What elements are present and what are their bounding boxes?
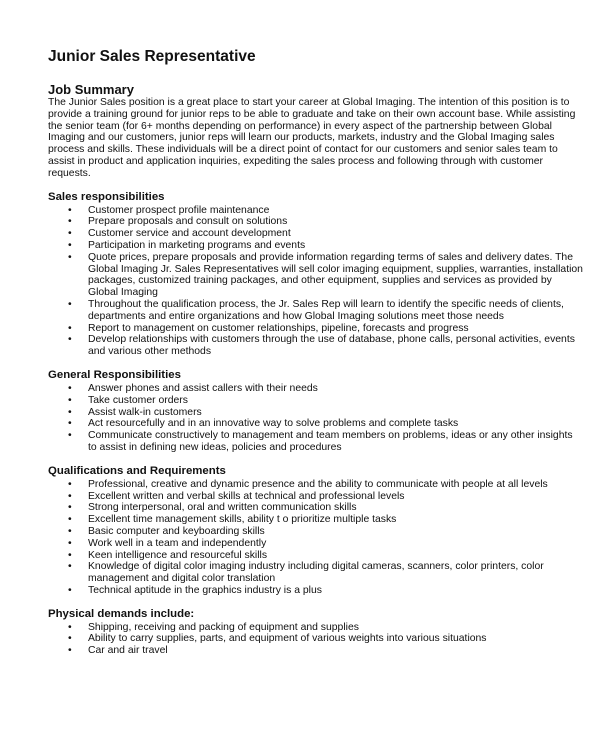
list-item bbox=[48, 585, 584, 597]
list-item-text: Work well in a team and independently bbox=[88, 537, 267, 549]
bullet-icon: • bbox=[68, 228, 72, 240]
bullet-icon: • bbox=[68, 251, 72, 263]
list-item bbox=[48, 538, 584, 550]
bullet-icon: • bbox=[68, 561, 72, 573]
list-item-text: Professional, creative and dynamic presence and the ability to communicate with people at all levels bbox=[88, 478, 548, 490]
list-item-text: Technical aptitude in the graphics industry is a plus bbox=[88, 584, 322, 596]
list-item-text: Strong interpersonal, oral and written communication skills bbox=[88, 502, 357, 514]
list-item bbox=[48, 407, 584, 419]
bullet-icon: • bbox=[68, 584, 72, 596]
bullet-icon: • bbox=[68, 406, 72, 418]
list-item-text: Take customer orders bbox=[88, 394, 188, 406]
list-item bbox=[48, 323, 584, 335]
bullet-icon: • bbox=[68, 490, 72, 502]
list-item bbox=[48, 502, 584, 514]
list-item bbox=[48, 430, 584, 454]
bullet-list bbox=[48, 204, 583, 358]
list-item bbox=[48, 550, 584, 562]
bullet-list bbox=[48, 479, 570, 597]
list-item bbox=[48, 216, 584, 228]
section-2 bbox=[48, 465, 570, 597]
job-summary-text: The Junior Sales position is a great place to start your career at Global Imaging. The intention of this position is to provide a training ground for junior reps to be able to graduate and take on their own account base. While assisting the senior team (for 6+ months depending on performance) in every aspect of the partnership between Global Imaging and our customers, junior reps will learn our products, markets, industry and the Global Imaging sales process and skills. These individuals will be a direct point of contact for our customers and senior sales team to assist in product and application inquiries, expediting the sales process and following through with customer requests. bbox=[48, 97, 576, 179]
list-item-text: Participation in marketing programs and events bbox=[88, 239, 306, 251]
bullet-icon: • bbox=[68, 239, 72, 251]
section-3 bbox=[48, 608, 570, 657]
bullet-list bbox=[48, 622, 570, 657]
list-item-text: Knowledge of digital color imaging industry including digital cameras, scanners, color printers, color management and digital color translation bbox=[88, 561, 544, 585]
bullet-list bbox=[48, 382, 573, 454]
bullet-icon: • bbox=[68, 621, 72, 633]
bullet-icon: • bbox=[68, 502, 72, 514]
list-item-text: Shipping, receiving and packing of equipment and supplies bbox=[88, 621, 359, 633]
bullet-icon: • bbox=[68, 478, 72, 490]
section-heading: General Responsibilities bbox=[48, 368, 181, 381]
bullet-icon: • bbox=[68, 418, 72, 430]
list-item bbox=[48, 299, 584, 323]
list-item bbox=[48, 205, 584, 217]
bullet-icon: • bbox=[68, 525, 72, 537]
list-item-text: Answer phones and assist callers with their needs bbox=[88, 382, 318, 394]
list-item-text: Act resourcefully and in an innovative way to solve problems and complete tasks bbox=[88, 418, 459, 430]
list-item bbox=[48, 228, 584, 240]
list-item-text: Develop relationships with customers through the use of database, phone calls, personal activities, events and various other methods bbox=[88, 334, 575, 358]
list-item-text: Communicate constructively to management and team members on problems, ideas or any other insights to assist in defining new ideas, policies and procedures bbox=[88, 430, 573, 453]
bullet-icon: • bbox=[68, 549, 72, 561]
job-summary-heading: Job Summary bbox=[48, 82, 134, 97]
list-item bbox=[48, 633, 584, 645]
list-item-text: Assist walk-in customers bbox=[88, 406, 202, 418]
bullet-icon: • bbox=[68, 298, 72, 310]
list-item-text: Customer service and account development bbox=[88, 228, 291, 240]
bullet-icon: • bbox=[68, 537, 72, 549]
list-item-text: Car and air travel bbox=[88, 645, 168, 657]
list-item bbox=[48, 491, 584, 503]
document-title: Junior Sales Representative bbox=[48, 48, 256, 65]
bullet-icon: • bbox=[68, 633, 72, 645]
list-item-text: Keen intelligence and resourceful skills bbox=[88, 549, 268, 561]
bullet-icon: • bbox=[68, 394, 72, 406]
list-item bbox=[48, 395, 584, 407]
bullet-icon: • bbox=[68, 645, 72, 657]
list-item bbox=[48, 561, 584, 585]
bullet-icon: • bbox=[68, 382, 72, 394]
bullet-icon: • bbox=[68, 430, 72, 442]
list-item bbox=[48, 645, 584, 657]
list-item-text: Throughout the qualification process, the Jr. Sales Rep will learn to identify the specific needs of clients, departments and entire organizations and how Global Imaging solutions meet those needs bbox=[88, 298, 564, 322]
section-heading: Sales responsibilities bbox=[48, 190, 165, 203]
list-item bbox=[48, 240, 584, 252]
list-item-text: Excellent written and verbal skills at technical and professional levels bbox=[88, 490, 405, 502]
bullet-icon: • bbox=[68, 334, 72, 346]
list-item-text: Excellent time management skills, ability t o prioritize multiple tasks bbox=[88, 514, 397, 526]
section-0 bbox=[48, 190, 583, 358]
bullet-icon: • bbox=[68, 216, 72, 228]
list-item bbox=[48, 622, 584, 634]
list-item bbox=[48, 334, 584, 358]
list-item bbox=[48, 514, 584, 526]
list-item-text: Quote prices, prepare proposals and provide information regarding terms of sales and delivery dates. The Global Imaging Jr. Sales Representatives will sell color imaging equipment, supplies, warranties, installation packages, customized training packages, and other equipment, supplies and services as provided by Global Imaging bbox=[88, 251, 583, 299]
list-item-text: Report to management on customer relationships, pipeline, forecasts and progress bbox=[88, 322, 469, 334]
section-1 bbox=[48, 368, 573, 454]
bullet-icon: • bbox=[68, 514, 72, 526]
list-item bbox=[48, 418, 584, 430]
list-item-text: Customer prospect profile maintenance bbox=[88, 204, 270, 216]
section-heading: Qualifications and Requirements bbox=[48, 464, 226, 477]
list-item bbox=[48, 526, 584, 538]
list-item bbox=[48, 383, 584, 395]
list-item-text: Ability to carry supplies, parts, and equipment of various weights into various situations bbox=[88, 633, 487, 645]
list-item-text: Basic computer and keyboarding skills bbox=[88, 525, 265, 537]
section-heading: Physical demands include: bbox=[48, 607, 195, 620]
bullet-icon: • bbox=[68, 322, 72, 334]
list-item-text: Prepare proposals and consult on solutions bbox=[88, 216, 288, 228]
list-item bbox=[48, 479, 584, 491]
sections-container bbox=[48, 190, 583, 658]
list-item bbox=[48, 252, 584, 299]
bullet-icon: • bbox=[68, 204, 72, 216]
